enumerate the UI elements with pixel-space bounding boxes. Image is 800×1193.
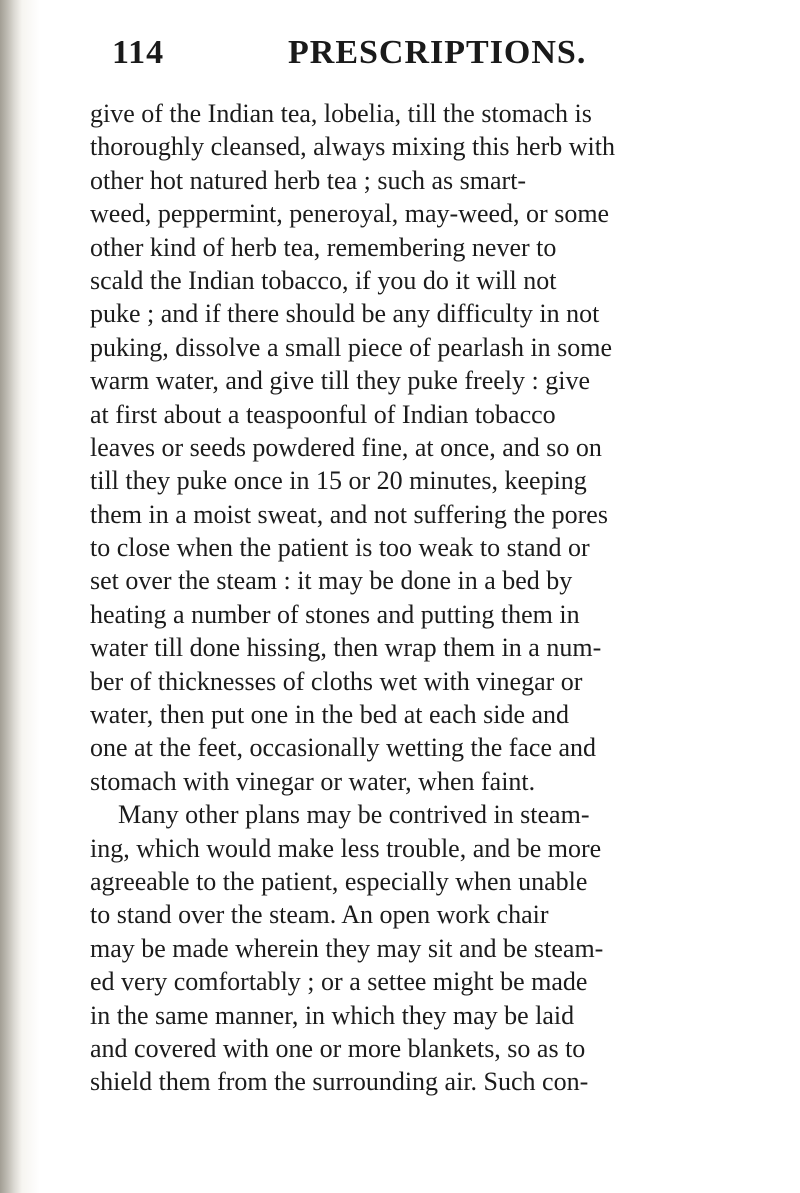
text-line: set over the steam : it may be done in a bed by (90, 566, 573, 596)
running-head (112, 34, 800, 84)
text-line: other hot natured herb tea ; such as smart- (90, 165, 527, 195)
text-line: scald the Indian tobacco, if you do it will not (90, 265, 557, 295)
text-line: agreeable to the patient, especially when unable (90, 866, 588, 896)
text-line: weed, peppermint, peneroyal, may-weed, or some (90, 199, 610, 229)
text-line: leaves or seeds powdered fine, at once, and so on (90, 432, 602, 462)
text-line: at first about a teaspoonful of Indian tobacco (90, 399, 556, 429)
body-text (90, 97, 800, 1099)
text-line: puke ; and if there should be any difficulty in not (90, 299, 600, 329)
paragraph-first-line: Many other plans may be contrived in steam- (118, 800, 590, 830)
binding-gutter-shadow (0, 0, 22, 1193)
text-line: puking, dissolve a small piece of pearlash in some (90, 332, 613, 362)
text-line: ed very comfortably ; or a settee might be made (90, 967, 588, 997)
text-line: other kind of herb tea, remembering never to (90, 232, 557, 262)
text-line: in the same manner, in which they may be laid (90, 1000, 575, 1030)
text-line: water, then put one in the bed at each side and (90, 700, 570, 730)
text-line: warm water, and give till they puke freely : give (90, 366, 591, 396)
text-line: may be made wherein they may sit and be steam- (90, 933, 604, 963)
text-line: to close when the patient is too weak to stand or (90, 533, 590, 563)
text-line: ing, which would make less trouble, and be more (90, 833, 602, 863)
text-line: shield them from the surrounding air. Such con- (90, 1067, 589, 1097)
text-line: thoroughly cleansed, always mixing this herb with (90, 132, 615, 162)
text-line: and covered with one or more blankets, so as to (90, 1033, 586, 1063)
text-line: stomach with vinegar or water, when faint. (90, 766, 536, 796)
text-line: one at the feet, occasionally wetting the face and (90, 733, 597, 763)
text-line: ber of thicknesses of cloths wet with vinegar or (90, 666, 583, 696)
page-number: 114 (112, 34, 165, 71)
text-line: them in a moist sweat, and not suffering the pores (90, 499, 608, 529)
text-line: give of the Indian tea, lobelia, till the stomach is (90, 99, 592, 128)
running-title: PRESCRIPTIONS. (288, 34, 587, 71)
text-line: to stand over the steam. An open work chair (90, 900, 549, 930)
text-line: water till done hissing, then wrap them in a num- (90, 633, 602, 663)
text-line: heating a number of stones and putting them in (90, 599, 580, 629)
text-line: till they puke once in 15 or 20 minutes, keeping (90, 466, 587, 496)
